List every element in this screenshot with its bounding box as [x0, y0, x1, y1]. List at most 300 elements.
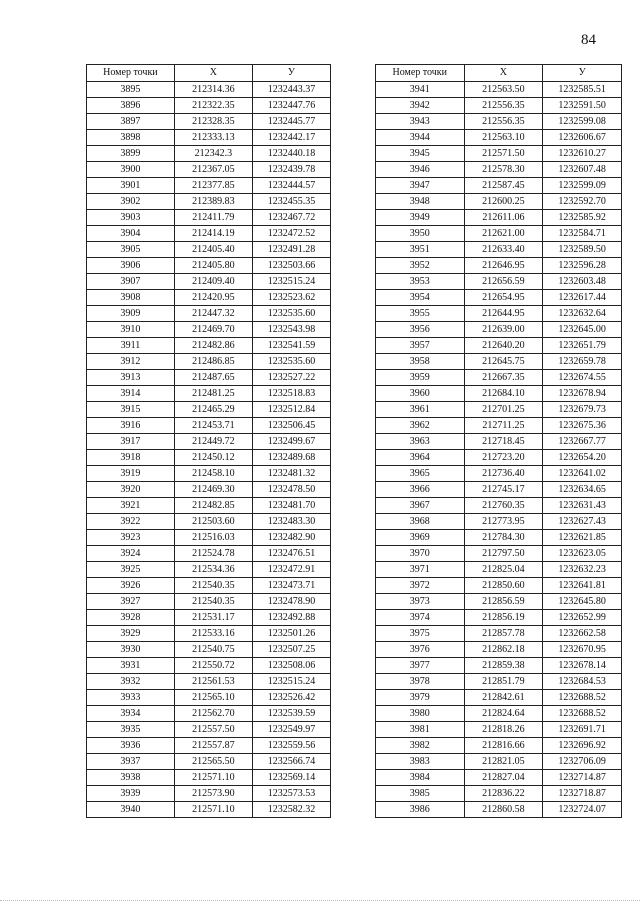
cell-x: 212587.45: [464, 178, 543, 194]
cell-point-number: 3904: [87, 226, 175, 242]
cell-x: 212818.26: [464, 722, 543, 738]
cell-point-number: 3900: [87, 162, 175, 178]
table-row: [87, 194, 331, 210]
cell-point-number: 3906: [87, 258, 175, 274]
cell-x: 212557.87: [174, 738, 252, 754]
table-row: [376, 306, 622, 322]
cell-point-number: 3911: [87, 338, 175, 354]
cell-y: 1232492.88: [252, 610, 330, 626]
cell-y: 1232447.76: [252, 98, 330, 114]
cell-x: 212409.40: [174, 274, 252, 290]
cell-x: 212745.17: [464, 482, 543, 498]
cell-x: 212646.95: [464, 258, 543, 274]
cell-x: 212561.53: [174, 674, 252, 690]
cell-point-number: 3976: [376, 642, 465, 658]
cell-point-number: 3923: [87, 530, 175, 546]
cell-point-number: 3898: [87, 130, 175, 146]
cell-x: 212557.50: [174, 722, 252, 738]
cell-x: 212573.90: [174, 786, 252, 802]
cell-y: 1232596.28: [543, 258, 622, 274]
table-row: [87, 450, 331, 466]
cell-y: 1232535.60: [252, 306, 330, 322]
table-row: [87, 242, 331, 258]
cell-y: 1232444.57: [252, 178, 330, 194]
cell-point-number: 3978: [376, 674, 465, 690]
cell-point-number: 3941: [376, 82, 465, 98]
table-row: [376, 402, 622, 418]
cell-y: 1232585.51: [543, 82, 622, 98]
cell-x: 212571.10: [174, 770, 252, 786]
cell-point-number: 3915: [87, 402, 175, 418]
cell-point-number: 3913: [87, 370, 175, 386]
cell-x: 212856.19: [464, 610, 543, 626]
cell-y: 1232518.83: [252, 386, 330, 402]
table-row: [87, 722, 331, 738]
cell-y: 1232688.52: [543, 690, 622, 706]
cell-x: 212836.22: [464, 786, 543, 802]
cell-x: 212611.06: [464, 210, 543, 226]
cell-x: 212556.35: [464, 98, 543, 114]
cell-y: 1232610.27: [543, 146, 622, 162]
table-row: [376, 434, 622, 450]
cell-y: 1232515.24: [252, 274, 330, 290]
cell-point-number: 3952: [376, 258, 465, 274]
cell-point-number: 3966: [376, 482, 465, 498]
cell-y: 1232641.81: [543, 578, 622, 594]
table-row: [376, 178, 622, 194]
cell-x: 212405.80: [174, 258, 252, 274]
table-row: [87, 738, 331, 754]
cell-point-number: 3970: [376, 546, 465, 562]
cell-x: 212736.40: [464, 466, 543, 482]
table-row: [87, 290, 331, 306]
cell-point-number: 3959: [376, 370, 465, 386]
cell-point-number: 3949: [376, 210, 465, 226]
cell-point-number: 3973: [376, 594, 465, 610]
cell-y: 1232473.71: [252, 578, 330, 594]
table-row: [87, 258, 331, 274]
cell-y: 1232667.77: [543, 434, 622, 450]
table-row: [87, 530, 331, 546]
table-row: [376, 674, 622, 690]
cell-x: 212469.30: [174, 482, 252, 498]
cell-point-number: 3944: [376, 130, 465, 146]
cell-y: 1232688.52: [543, 706, 622, 722]
cell-point-number: 3975: [376, 626, 465, 642]
table-row: [376, 418, 622, 434]
cell-x: 212534.36: [174, 562, 252, 578]
cell-y: 1232527.22: [252, 370, 330, 386]
cell-point-number: 3899: [87, 146, 175, 162]
cell-y: 1232714.87: [543, 770, 622, 786]
table-row: [376, 370, 622, 386]
table-row: [87, 178, 331, 194]
cell-x: 212487.65: [174, 370, 252, 386]
cell-point-number: 3924: [87, 546, 175, 562]
table-row: [87, 498, 331, 514]
cell-point-number: 3938: [87, 770, 175, 786]
page-number: 84: [581, 32, 596, 48]
table-row: [87, 418, 331, 434]
cell-x: 212449.72: [174, 434, 252, 450]
table-row: [376, 338, 622, 354]
cell-point-number: 3940: [87, 802, 175, 818]
page-bottom-edge: [0, 900, 640, 901]
table-row: [376, 594, 622, 610]
cell-x: 212563.50: [464, 82, 543, 98]
cell-point-number: 3961: [376, 402, 465, 418]
cell-point-number: 3954: [376, 290, 465, 306]
cell-y: 1232632.23: [543, 562, 622, 578]
table-row: [376, 162, 622, 178]
cell-x: 212633.40: [464, 242, 543, 258]
cell-point-number: 3956: [376, 322, 465, 338]
table-row: [87, 402, 331, 418]
cell-y: 1232481.70: [252, 498, 330, 514]
cell-point-number: 3921: [87, 498, 175, 514]
cell-point-number: 3926: [87, 578, 175, 594]
cell-x: 212816.66: [464, 738, 543, 754]
cell-point-number: 3930: [87, 642, 175, 658]
cell-point-number: 3907: [87, 274, 175, 290]
table-row: [376, 98, 622, 114]
cell-x: 212447.32: [174, 306, 252, 322]
cell-y: 1232706.09: [543, 754, 622, 770]
cell-y: 1232526.42: [252, 690, 330, 706]
cell-point-number: 3968: [376, 514, 465, 530]
header-point-number: Номер точки: [376, 65, 465, 82]
cell-y: 1232478.50: [252, 482, 330, 498]
cell-x: 212563.10: [464, 130, 543, 146]
table-row: [376, 498, 622, 514]
cell-y: 1232684.53: [543, 674, 622, 690]
table-row: [376, 770, 622, 786]
table-row: [376, 386, 622, 402]
table-row: [376, 690, 622, 706]
cell-y: 1232678.14: [543, 658, 622, 674]
cell-y: 1232675.36: [543, 418, 622, 434]
table-row: [87, 354, 331, 370]
table-row: [87, 770, 331, 786]
table-row: [87, 754, 331, 770]
table-row: [376, 450, 622, 466]
cell-point-number: 3934: [87, 706, 175, 722]
cell-y: 1232512.84: [252, 402, 330, 418]
cell-point-number: 3981: [376, 722, 465, 738]
cell-y: 1232670.95: [543, 642, 622, 658]
cell-x: 212654.95: [464, 290, 543, 306]
table-row: [87, 482, 331, 498]
cell-point-number: 3895: [87, 82, 175, 98]
cell-y: 1232621.85: [543, 530, 622, 546]
cell-point-number: 3963: [376, 434, 465, 450]
cell-x: 212640.20: [464, 338, 543, 354]
cell-y: 1232724.07: [543, 802, 622, 818]
cell-x: 212842.61: [464, 690, 543, 706]
cell-point-number: 3937: [87, 754, 175, 770]
cell-point-number: 3931: [87, 658, 175, 674]
cell-point-number: 3896: [87, 98, 175, 114]
table-row: [376, 786, 622, 802]
cell-point-number: 3947: [376, 178, 465, 194]
header-point-number: Номер точки: [87, 65, 175, 82]
cell-x: 212571.10: [174, 802, 252, 818]
cell-x: 212420.95: [174, 290, 252, 306]
table-row: [87, 226, 331, 242]
cell-point-number: 3917: [87, 434, 175, 450]
table-header-row: [376, 65, 622, 82]
cell-y: 1232654.20: [543, 450, 622, 466]
cell-x: 212322.35: [174, 98, 252, 114]
cell-y: 1232591.50: [543, 98, 622, 114]
cell-x: 212516.03: [174, 530, 252, 546]
cell-y: 1232503.66: [252, 258, 330, 274]
cell-x: 212621.00: [464, 226, 543, 242]
table-row: [376, 562, 622, 578]
cell-y: 1232662.58: [543, 626, 622, 642]
header-x: X: [174, 65, 252, 82]
cell-point-number: 3965: [376, 466, 465, 482]
cell-point-number: 3936: [87, 738, 175, 754]
table-row: [376, 626, 622, 642]
table-row: [376, 802, 622, 818]
cell-x: 212533.16: [174, 626, 252, 642]
cell-x: 212856.59: [464, 594, 543, 610]
cell-point-number: 3919: [87, 466, 175, 482]
cell-point-number: 3939: [87, 786, 175, 802]
cell-x: 212565.50: [174, 754, 252, 770]
cell-x: 212531.17: [174, 610, 252, 626]
cell-x: 212550.72: [174, 658, 252, 674]
table-row: [87, 114, 331, 130]
table-row: [376, 738, 622, 754]
cell-y: 1232603.48: [543, 274, 622, 290]
cell-point-number: 3953: [376, 274, 465, 290]
cell-y: 1232476.51: [252, 546, 330, 562]
cell-y: 1232523.62: [252, 290, 330, 306]
cell-y: 1232623.05: [543, 546, 622, 562]
cell-x: 212639.00: [464, 322, 543, 338]
cell-y: 1232549.97: [252, 722, 330, 738]
table-row: [376, 658, 622, 674]
cell-point-number: 3916: [87, 418, 175, 434]
cell-x: 212565.10: [174, 690, 252, 706]
cell-y: 1232718.87: [543, 786, 622, 802]
cell-x: 212405.40: [174, 242, 252, 258]
cell-y: 1232508.06: [252, 658, 330, 674]
table-row: [87, 210, 331, 226]
table-row: [87, 658, 331, 674]
table-row: [87, 562, 331, 578]
table-row: [376, 290, 622, 306]
header-y: У: [543, 65, 622, 82]
cell-y: 1232592.70: [543, 194, 622, 210]
cell-point-number: 3960: [376, 386, 465, 402]
table-row: [376, 754, 622, 770]
table-row: [87, 82, 331, 98]
table-row: [87, 338, 331, 354]
cell-y: 1232472.52: [252, 226, 330, 242]
cell-point-number: 3918: [87, 450, 175, 466]
table-row: [87, 546, 331, 562]
cell-x: 212503.60: [174, 514, 252, 530]
table-row: [87, 306, 331, 322]
table-row: [376, 274, 622, 290]
cell-y: 1232569.14: [252, 770, 330, 786]
cell-point-number: 3972: [376, 578, 465, 594]
cell-x: 212718.45: [464, 434, 543, 450]
table-row: [376, 466, 622, 482]
cell-point-number: 3910: [87, 322, 175, 338]
table-row: [376, 578, 622, 594]
table-row: [87, 386, 331, 402]
cell-point-number: 3977: [376, 658, 465, 674]
table-row: [376, 258, 622, 274]
table-row: [87, 434, 331, 450]
cell-x: 212465.29: [174, 402, 252, 418]
cell-point-number: 3985: [376, 786, 465, 802]
table-row: [376, 514, 622, 530]
cell-x: 212469.70: [174, 322, 252, 338]
cell-y: 1232617.44: [543, 290, 622, 306]
table-row: [376, 130, 622, 146]
cell-x: 212377.85: [174, 178, 252, 194]
cell-x: 212414.19: [174, 226, 252, 242]
cell-y: 1232674.55: [543, 370, 622, 386]
cell-x: 212825.04: [464, 562, 543, 578]
cell-x: 212450.12: [174, 450, 252, 466]
cell-x: 212458.10: [174, 466, 252, 482]
cell-point-number: 3912: [87, 354, 175, 370]
cell-y: 1232559.56: [252, 738, 330, 754]
cell-point-number: 3951: [376, 242, 465, 258]
cell-point-number: 3943: [376, 114, 465, 130]
cell-y: 1232573.53: [252, 786, 330, 802]
cell-point-number: 3967: [376, 498, 465, 514]
cell-x: 212540.35: [174, 594, 252, 610]
cell-point-number: 3983: [376, 754, 465, 770]
table-row: [87, 802, 331, 818]
cell-x: 212645.75: [464, 354, 543, 370]
cell-y: 1232634.65: [543, 482, 622, 498]
coordinates-table-right: [375, 64, 622, 818]
cell-y: 1232679.73: [543, 402, 622, 418]
cell-x: 212453.71: [174, 418, 252, 434]
cell-y: 1232606.67: [543, 130, 622, 146]
cell-y: 1232589.50: [543, 242, 622, 258]
cell-y: 1232439.78: [252, 162, 330, 178]
cell-point-number: 3902: [87, 194, 175, 210]
cell-y: 1232566.74: [252, 754, 330, 770]
cell-x: 212367.05: [174, 162, 252, 178]
cell-point-number: 3974: [376, 610, 465, 626]
cell-point-number: 3929: [87, 626, 175, 642]
cell-x: 212667.35: [464, 370, 543, 386]
cell-point-number: 3922: [87, 514, 175, 530]
cell-x: 212656.59: [464, 274, 543, 290]
table-body-left: [87, 82, 331, 818]
cell-point-number: 3948: [376, 194, 465, 210]
cell-y: 1232584.71: [543, 226, 622, 242]
cell-y: 1232599.08: [543, 114, 622, 130]
cell-y: 1232535.60: [252, 354, 330, 370]
cell-point-number: 3979: [376, 690, 465, 706]
cell-x: 212684.10: [464, 386, 543, 402]
table-row: [87, 274, 331, 290]
table-row: [87, 98, 331, 114]
table-row: [376, 210, 622, 226]
cell-x: 212827.04: [464, 770, 543, 786]
cell-y: 1232478.90: [252, 594, 330, 610]
table-row: [87, 626, 331, 642]
table-row: [376, 482, 622, 498]
cell-x: 212851.79: [464, 674, 543, 690]
table-header-row: [87, 65, 331, 82]
cell-y: 1232443.37: [252, 82, 330, 98]
cell-x: 212482.86: [174, 338, 252, 354]
cell-point-number: 3964: [376, 450, 465, 466]
cell-x: 212342.3: [174, 146, 252, 162]
cell-point-number: 3958: [376, 354, 465, 370]
cell-x: 212486.85: [174, 354, 252, 370]
table-row: [87, 130, 331, 146]
cell-point-number: 3908: [87, 290, 175, 306]
cell-x: 212797.50: [464, 546, 543, 562]
table-row: [87, 514, 331, 530]
cell-y: 1232652.99: [543, 610, 622, 626]
cell-y: 1232472.91: [252, 562, 330, 578]
table-row: [87, 322, 331, 338]
cell-y: 1232631.43: [543, 498, 622, 514]
cell-x: 212578.30: [464, 162, 543, 178]
table-row: [87, 594, 331, 610]
cell-y: 1232678.94: [543, 386, 622, 402]
table-row: [376, 114, 622, 130]
table-row: [376, 226, 622, 242]
cell-point-number: 3932: [87, 674, 175, 690]
table-row: [376, 354, 622, 370]
table-row: [376, 322, 622, 338]
table-row: [87, 466, 331, 482]
cell-y: 1232582.32: [252, 802, 330, 818]
cell-point-number: 3962: [376, 418, 465, 434]
cell-y: 1232482.90: [252, 530, 330, 546]
table-row: [376, 722, 622, 738]
table-row: [376, 706, 622, 722]
cell-x: 212784.30: [464, 530, 543, 546]
cell-point-number: 3945: [376, 146, 465, 162]
cell-y: 1232442.17: [252, 130, 330, 146]
cell-point-number: 3969: [376, 530, 465, 546]
cell-y: 1232440.18: [252, 146, 330, 162]
cell-x: 212701.25: [464, 402, 543, 418]
cell-y: 1232543.98: [252, 322, 330, 338]
cell-x: 212571.50: [464, 146, 543, 162]
cell-x: 212860.58: [464, 802, 543, 818]
cell-point-number: 3984: [376, 770, 465, 786]
cell-y: 1232506.45: [252, 418, 330, 434]
cell-x: 212314.36: [174, 82, 252, 98]
table-row: [87, 642, 331, 658]
header-x: X: [464, 65, 543, 82]
header-y: У: [252, 65, 330, 82]
cell-point-number: 3905: [87, 242, 175, 258]
cell-point-number: 3980: [376, 706, 465, 722]
cell-x: 212328.35: [174, 114, 252, 130]
cell-point-number: 3925: [87, 562, 175, 578]
cell-y: 1232641.02: [543, 466, 622, 482]
cell-y: 1232627.43: [543, 514, 622, 530]
